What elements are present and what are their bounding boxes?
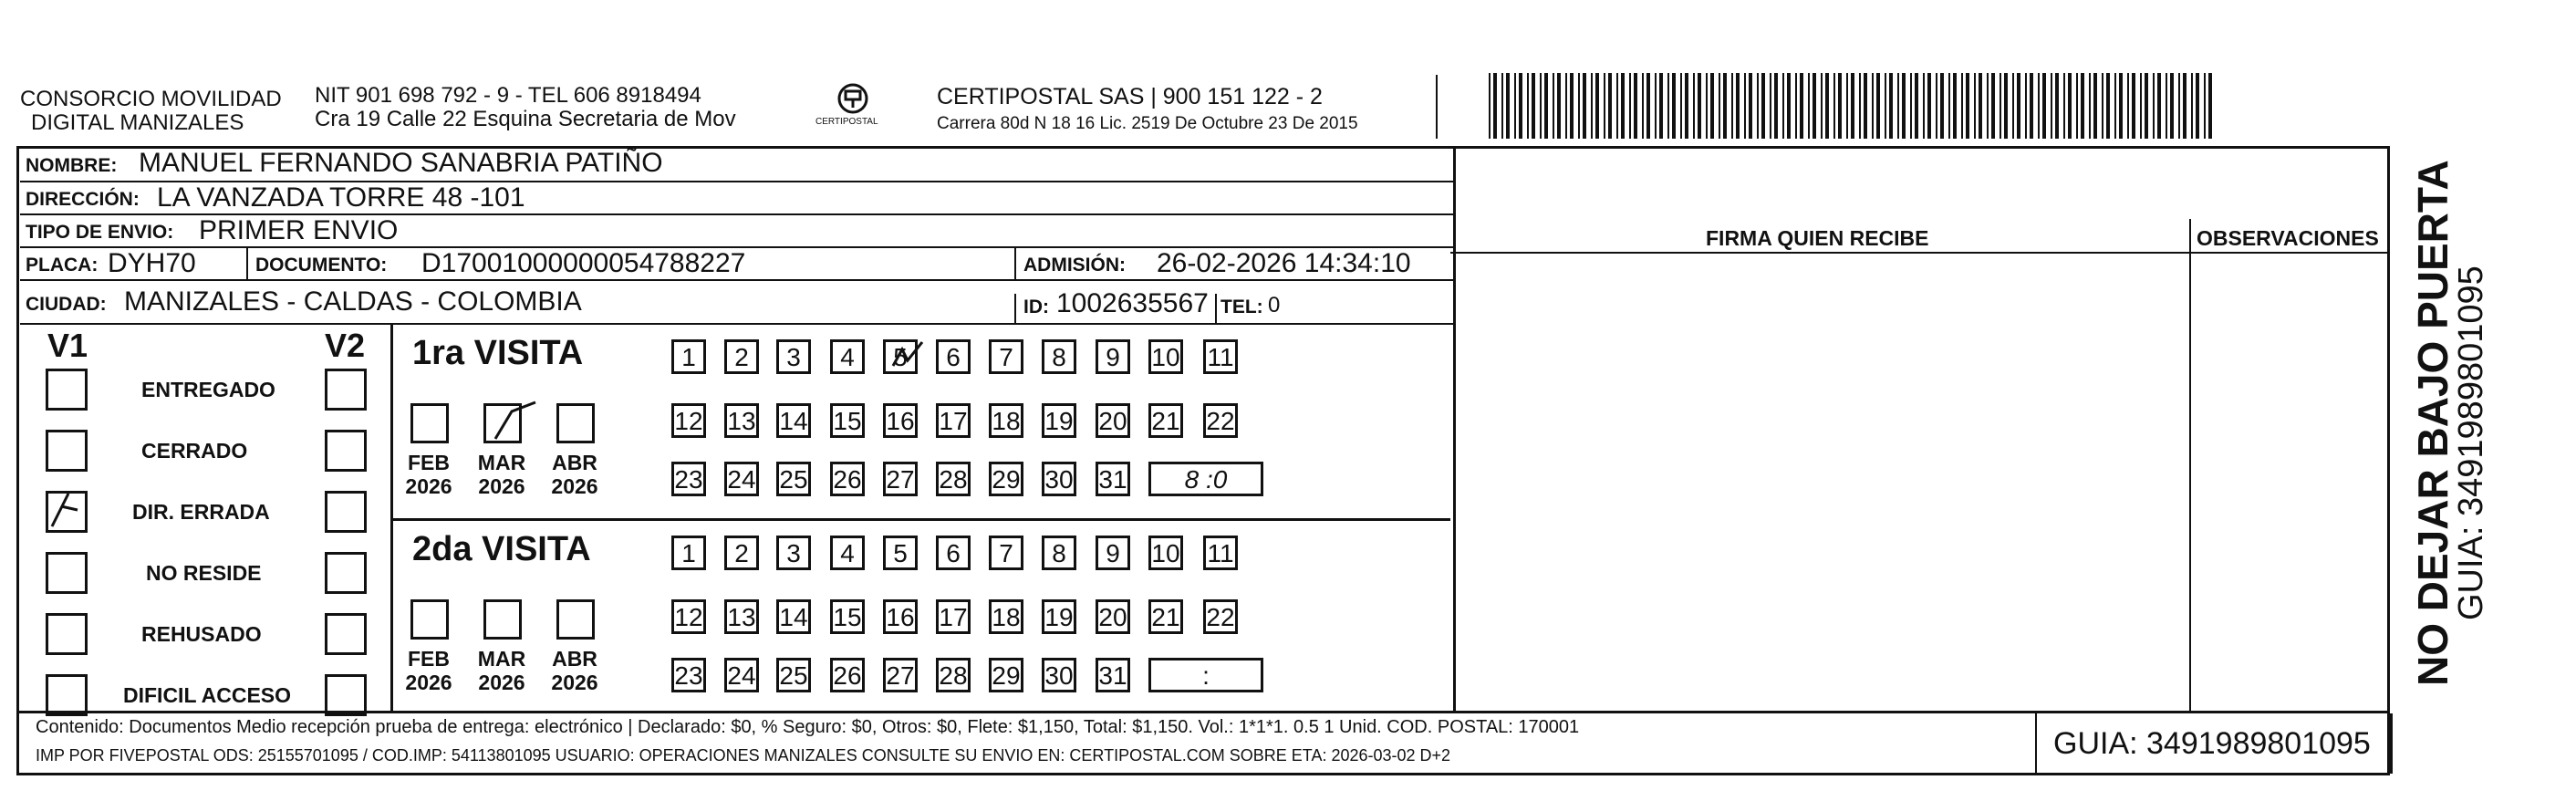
day-box[interactable]: 18	[989, 403, 1023, 438]
day-box[interactable]: 7	[989, 339, 1023, 374]
tipo-value: PRIMER ENVIO	[199, 215, 399, 245]
barcode-bar	[1693, 73, 1695, 139]
barcode-bar	[1953, 73, 1957, 139]
day-box[interactable]: 25	[776, 462, 811, 496]
visit1-block	[392, 325, 1450, 518]
year-label: 2026	[551, 671, 598, 694]
top-divider	[1436, 75, 1438, 139]
barcode-bar	[2170, 73, 2174, 139]
barcode-bar	[2017, 73, 2020, 139]
barcode-bar	[1936, 73, 1937, 139]
barcode-bar	[1595, 73, 1599, 139]
status-label: DIR. ERRADA	[132, 500, 270, 524]
day-box[interactable]: 10	[1148, 536, 1183, 570]
address-text: Cra 19 Calle 22 Esquina Secretaria de Mov	[315, 107, 736, 131]
barcode-bar	[1782, 73, 1784, 139]
day-box[interactable]: 10	[1148, 339, 1183, 374]
barcode-bar	[1527, 73, 1529, 139]
v2-label: V2	[325, 327, 366, 364]
barcode-bar	[1948, 73, 1950, 139]
barcode-bar	[2089, 73, 2091, 139]
company-name	[20, 88, 282, 135]
certipostal-logo	[812, 80, 894, 133]
barcode-bar	[2102, 73, 2103, 139]
barcode-bar	[1808, 73, 1810, 139]
guia-box	[2035, 713, 2393, 774]
placa-row	[20, 248, 1454, 281]
tipo-label: TIPO DE ENVIO:	[26, 222, 174, 243]
day-box[interactable]: 4	[830, 339, 865, 374]
day-box[interactable]: 9	[1096, 339, 1130, 374]
barcode-bar	[1553, 73, 1554, 139]
month-checkbox[interactable]	[483, 403, 522, 443]
barcode-bar	[2132, 73, 2135, 139]
guia-value: GUIA: 3491989801095	[2053, 726, 2371, 761]
day-box[interactable]: 3	[776, 536, 811, 570]
v1-checkbox[interactable]	[46, 369, 88, 411]
barcode-bar	[1731, 73, 1733, 139]
time-box[interactable]: 8 :0	[1148, 462, 1263, 496]
observaciones-label: OBSERVACIONES	[2197, 226, 2379, 250]
barcode-bar	[2093, 73, 2097, 139]
day-box[interactable]: 5	[883, 339, 918, 374]
day-box[interactable]: 24	[724, 658, 759, 692]
barcode-bar	[1578, 73, 1580, 139]
month-label: ABR	[552, 647, 597, 671]
barcode-bar	[1723, 73, 1727, 139]
barcode-bar	[1519, 73, 1522, 139]
barcode-bar	[1761, 73, 1765, 139]
day-box[interactable]: 21	[1148, 403, 1183, 438]
barcode-bar	[2166, 73, 2167, 139]
nombre-label: NOMBRE:	[26, 155, 118, 176]
id-value: 1002635567	[1056, 288, 1209, 318]
status-label: CERRADO	[141, 439, 248, 463]
barcode-bar	[2119, 73, 2123, 139]
year-label: 2026	[478, 671, 525, 694]
month-label: ABR	[552, 451, 597, 474]
day-box[interactable]: 17	[936, 403, 971, 438]
barcode-bar	[2068, 73, 2072, 139]
barcode-bar	[1672, 73, 1676, 139]
day-box[interactable]: 1	[671, 339, 706, 374]
barcode-bar	[1501, 73, 1503, 139]
documento-value: D17001000000054788227	[421, 248, 746, 278]
v2-checkbox[interactable]	[325, 674, 367, 716]
day-box[interactable]: 2	[724, 339, 759, 374]
nombre-value: MANUEL FERNANDO SANABRIA PATIÑO	[139, 148, 663, 178]
barcode-bar	[2140, 73, 2142, 139]
month-label: FEB	[408, 647, 450, 671]
v2-checkbox[interactable]	[325, 491, 367, 533]
certi-address: Carrera 80d N 18 16 Lic. 2519 De Octubre 23 De 2015	[937, 114, 1358, 133]
barcode-bar	[1667, 73, 1669, 139]
day-box[interactable]: 6	[936, 536, 971, 570]
ciudad-value: MANIZALES - CALDAS - COLOMBIA	[124, 286, 582, 317]
day-box[interactable]: 17	[936, 599, 971, 634]
barcode-bar	[1872, 73, 1874, 139]
barcode-bar	[2042, 73, 2046, 139]
placa-label: PLACA:	[26, 255, 99, 276]
day-box[interactable]: 23	[671, 462, 706, 496]
day-box[interactable]: 27	[883, 658, 918, 692]
barcode-bar	[2012, 73, 2014, 139]
barcode-bar	[1557, 73, 1561, 139]
month-checkbox[interactable]	[556, 403, 595, 443]
barcode-bar	[1979, 73, 1982, 139]
barcode-bar	[1604, 73, 1605, 139]
day-box[interactable]: 12	[671, 599, 706, 634]
day-box[interactable]: 31	[1096, 462, 1130, 496]
barcode-bar	[1774, 73, 1778, 139]
placa-value: DYH70	[108, 248, 196, 278]
day-box[interactable]: 22	[1203, 403, 1238, 438]
barcode-bar	[1795, 73, 1797, 139]
tel-label: TEL:	[1220, 296, 1263, 317]
day-box[interactable]: 16	[883, 599, 918, 634]
day-box[interactable]: 26	[830, 658, 865, 692]
day-box[interactable]: 25	[776, 658, 811, 692]
barcode-bar	[2004, 73, 2008, 139]
barcode-bar	[1514, 73, 1516, 139]
barcode-bar	[2208, 73, 2212, 139]
day-box[interactable]: 13	[724, 599, 759, 634]
barcode-bar	[2145, 73, 2148, 139]
company-contact	[315, 84, 736, 131]
barcode-bar	[1591, 73, 1593, 139]
barcode-bar	[1757, 73, 1759, 139]
no-dejar-text: NO DEJAR BAJO PUERTA	[2409, 160, 2457, 686]
day-box[interactable]: 26	[830, 462, 865, 496]
barcode-bar	[1659, 73, 1663, 139]
day-box[interactable]: 29	[989, 658, 1023, 692]
day-box[interactable]: 5	[883, 536, 918, 570]
tipo-row	[20, 215, 1454, 248]
day-box[interactable]: 9	[1096, 536, 1130, 570]
barcode-bar	[2183, 73, 2186, 139]
barcode-bar	[1655, 73, 1657, 139]
day-box[interactable]: 7	[989, 536, 1023, 570]
observaciones-divider	[2189, 219, 2191, 713]
barcode-bar	[1800, 73, 1803, 139]
barcode-bar	[1685, 73, 1688, 139]
month-checkbox[interactable]	[483, 599, 522, 640]
barcode-bar	[1838, 73, 1842, 139]
day-box[interactable]: 30	[1042, 462, 1076, 496]
barcode-bar	[2178, 73, 2180, 139]
day-box[interactable]: 23	[671, 658, 706, 692]
barcode-bar	[1621, 73, 1625, 139]
placa-divider	[246, 248, 248, 279]
barcode-bar	[2051, 73, 2052, 139]
barcode-bar	[1966, 73, 1969, 139]
barcode-bar	[2204, 73, 2206, 139]
direccion-label: DIRECCIÓN:	[26, 189, 140, 210]
barcode-bar	[1629, 73, 1631, 139]
day-box[interactable]: 28	[936, 658, 971, 692]
barcode-bar	[1821, 73, 1823, 139]
footer-line2: IMP POR FIVEPOSTAL ODS: 25155701095 / COD.IMP: 54113801095 USUARIO: OPERACIONES MANIZALES CONSULTE SU ENVIO EN: CERTIPOSTAL.COM SOBRE ETA: 2026-03-02 D+2	[36, 746, 1451, 765]
barcode-bar	[1634, 73, 1637, 139]
barcode-bar	[1876, 73, 1880, 139]
side-guia-text: GUIA: 3491989801095	[2452, 265, 2490, 620]
admision-divider	[1014, 248, 1016, 279]
side-text	[2390, 146, 2518, 693]
tel-value: 0	[1268, 293, 1281, 317]
day-box[interactable]: 20	[1096, 403, 1130, 438]
barcode-bar	[1859, 73, 1861, 139]
barcode-bar	[1902, 73, 1906, 139]
barcode-bar	[1897, 73, 1899, 139]
barcode-bar	[2127, 73, 2129, 139]
ciudad-label: CIUDAD:	[26, 294, 107, 315]
footer-line1: Contenido: Documentos Medio recepción prueba de entrega: electrónico | Declarado: $0, % Seguro: $0, Otros: $0, Flete: $1,150, Total: $1,150. Vol.: 1*1*1. 0.5 1 Unid. COD. POSTAL: 170001	[36, 717, 1580, 737]
day-box[interactable]: 12	[671, 403, 706, 438]
day-box[interactable]: 19	[1042, 599, 1076, 634]
barcode-bar	[1646, 73, 1650, 139]
barcode-bar	[1570, 73, 1574, 139]
direccion-value: LA VANZADA TORRE 48 -101	[157, 182, 525, 213]
day-box[interactable]: 15	[830, 403, 865, 438]
barcode-bar	[1506, 73, 1510, 139]
day-check-mark	[886, 338, 926, 379]
v2-checkbox[interactable]	[325, 552, 367, 594]
barcode-bar	[1544, 73, 1548, 139]
v1-checkbox[interactable]	[46, 552, 88, 594]
barcode-bar	[1910, 73, 1912, 139]
day-box[interactable]: 8	[1042, 339, 1076, 374]
company-line2: DIGITAL MANIZALES	[31, 110, 244, 135]
month-checkbox[interactable]	[410, 599, 449, 640]
day-box[interactable]: 22	[1203, 599, 1238, 634]
month-label: MAR	[477, 647, 526, 671]
right-panel-header-line	[1450, 252, 2390, 254]
barcode-bar	[1642, 73, 1644, 139]
barcode-bar	[2000, 73, 2001, 139]
barcode-bar	[1885, 73, 1886, 139]
day-box[interactable]: 14	[776, 403, 811, 438]
nombre-row	[20, 148, 1454, 182]
barcode-bar	[2196, 73, 2199, 139]
barcode-bar	[2191, 73, 2193, 139]
v2-checkbox[interactable]	[325, 430, 367, 472]
day-box[interactable]: 3	[776, 339, 811, 374]
barcode-bar	[1961, 73, 1963, 139]
year-label: 2026	[551, 474, 598, 498]
day-box[interactable]: 28	[936, 462, 971, 496]
day-box[interactable]: 4	[830, 536, 865, 570]
day-box[interactable]: 19	[1042, 403, 1076, 438]
barcode-bar	[2114, 73, 2116, 139]
visit2-title: 2da VISITA	[412, 530, 591, 568]
day-box[interactable]: 18	[989, 599, 1023, 634]
barcode-bar	[1915, 73, 1918, 139]
barcode-bar	[1923, 73, 1925, 139]
barcode-bar	[2157, 73, 2161, 139]
barcode-bar	[1940, 73, 1944, 139]
day-box[interactable]: 11	[1203, 536, 1238, 570]
visit1-title: 1ra VISITA	[412, 334, 584, 372]
time-box[interactable]: :	[1148, 658, 1263, 692]
status-label: DIFICIL ACCESO	[123, 683, 292, 707]
barcode-bar	[1744, 73, 1746, 139]
nit-text: NIT 901 698 792 - 9 - TEL 606 8918494	[315, 83, 701, 108]
barcode-bar	[1987, 73, 1989, 139]
barcode-bar	[2038, 73, 2040, 139]
status-label: ENTREGADO	[141, 378, 275, 401]
id-label: ID:	[1023, 296, 1049, 317]
status-label: REHUSADO	[141, 622, 262, 646]
barcode-bar	[1710, 73, 1714, 139]
year-label: 2026	[405, 474, 452, 498]
v1-checkbox[interactable]	[46, 430, 88, 472]
day-box[interactable]: 1	[671, 536, 706, 570]
status-label: NO RESIDE	[146, 561, 262, 585]
barcode-bar	[1991, 73, 1995, 139]
tel-divider	[1215, 294, 1217, 323]
barcode-bar	[1719, 73, 1720, 139]
barcode-bar	[1749, 73, 1752, 139]
day-box[interactable]: 24	[724, 462, 759, 496]
barcode-bar	[2063, 73, 2065, 139]
month-label: MAR	[477, 451, 526, 474]
barcode-bar	[2030, 73, 2033, 139]
barcode	[1489, 73, 2218, 143]
v2-checkbox[interactable]	[325, 369, 367, 411]
id-divider	[1014, 294, 1016, 323]
v1-checkbox[interactable]	[46, 491, 88, 533]
admision-label: ADMISIÓN:	[1023, 255, 1126, 276]
day-box[interactable]: 20	[1096, 599, 1130, 634]
day-box[interactable]: 13	[724, 403, 759, 438]
barcode-bar	[1493, 73, 1497, 139]
barcode-bar	[1851, 73, 1854, 139]
day-box[interactable]: 2	[724, 536, 759, 570]
barcode-bar	[1833, 73, 1835, 139]
barcode-bar	[1532, 73, 1535, 139]
day-box[interactable]: 14	[776, 599, 811, 634]
barcode-bar	[2153, 73, 2155, 139]
day-box[interactable]: 30	[1042, 658, 1076, 692]
logo-text: CERTIPOSTAL	[815, 117, 878, 127]
barcode-bar	[1927, 73, 1931, 139]
barcode-bar	[1770, 73, 1771, 139]
month-label: FEB	[408, 451, 450, 474]
v2-checkbox[interactable]	[325, 613, 367, 655]
certipostal-info	[937, 84, 1358, 134]
barcode-bar	[1736, 73, 1740, 139]
barcode-bar	[1864, 73, 1867, 139]
day-box[interactable]: 11	[1203, 339, 1238, 374]
barcode-bar	[1698, 73, 1701, 139]
barcode-bar	[1489, 73, 1491, 139]
barcode-bar	[1813, 73, 1816, 139]
barcode-bar	[2025, 73, 2027, 139]
barcode-bar	[1540, 73, 1542, 139]
day-box[interactable]: 16	[883, 403, 918, 438]
barcode-bar	[1974, 73, 1976, 139]
day-box[interactable]: 8	[1042, 536, 1076, 570]
day-box[interactable]: 21	[1148, 599, 1183, 634]
v1-checkbox[interactable]	[46, 613, 88, 655]
barcode-bar	[1787, 73, 1791, 139]
ciudad-row	[20, 281, 1454, 325]
v1-label: V1	[47, 327, 88, 364]
month-checkbox[interactable]	[410, 403, 449, 443]
day-box[interactable]: 31	[1096, 658, 1130, 692]
barcode-bar	[2076, 73, 2078, 139]
certi-title: CERTIPOSTAL SAS | 900 151 122 - 2	[937, 84, 1323, 109]
company-line1: CONSORCIO MOVILIDAD	[20, 87, 282, 111]
barcode-bar	[1565, 73, 1567, 139]
v1-checkbox[interactable]	[46, 674, 88, 716]
day-box[interactable]: 27	[883, 462, 918, 496]
barcode-bar	[1825, 73, 1829, 139]
barcode-bar	[1706, 73, 1708, 139]
documento-label: DOCUMENTO:	[255, 255, 388, 276]
visit2-block	[392, 521, 1450, 714]
day-box[interactable]: 29	[989, 462, 1023, 496]
year-label: 2026	[478, 474, 525, 498]
month-checkbox[interactable]	[556, 599, 595, 640]
day-box[interactable]: 15	[830, 599, 865, 634]
day-box[interactable]: 6	[936, 339, 971, 374]
firma-label: FIRMA QUIEN RECIBE	[1706, 226, 1929, 250]
barcode-bar	[1846, 73, 1848, 139]
direccion-row	[20, 182, 1454, 215]
barcode-bar	[1680, 73, 1682, 139]
barcode-bar	[1583, 73, 1586, 139]
year-label: 2026	[405, 671, 452, 694]
barcode-bar	[1608, 73, 1612, 139]
footer	[16, 713, 2390, 775]
barcode-bar	[2055, 73, 2059, 139]
admision-value: 26-02-2026 14:34:10	[1157, 248, 1411, 278]
barcode-bar	[1616, 73, 1618, 139]
barcode-bar	[2081, 73, 2084, 139]
barcode-bar	[1889, 73, 1893, 139]
barcode-bar	[2106, 73, 2110, 139]
